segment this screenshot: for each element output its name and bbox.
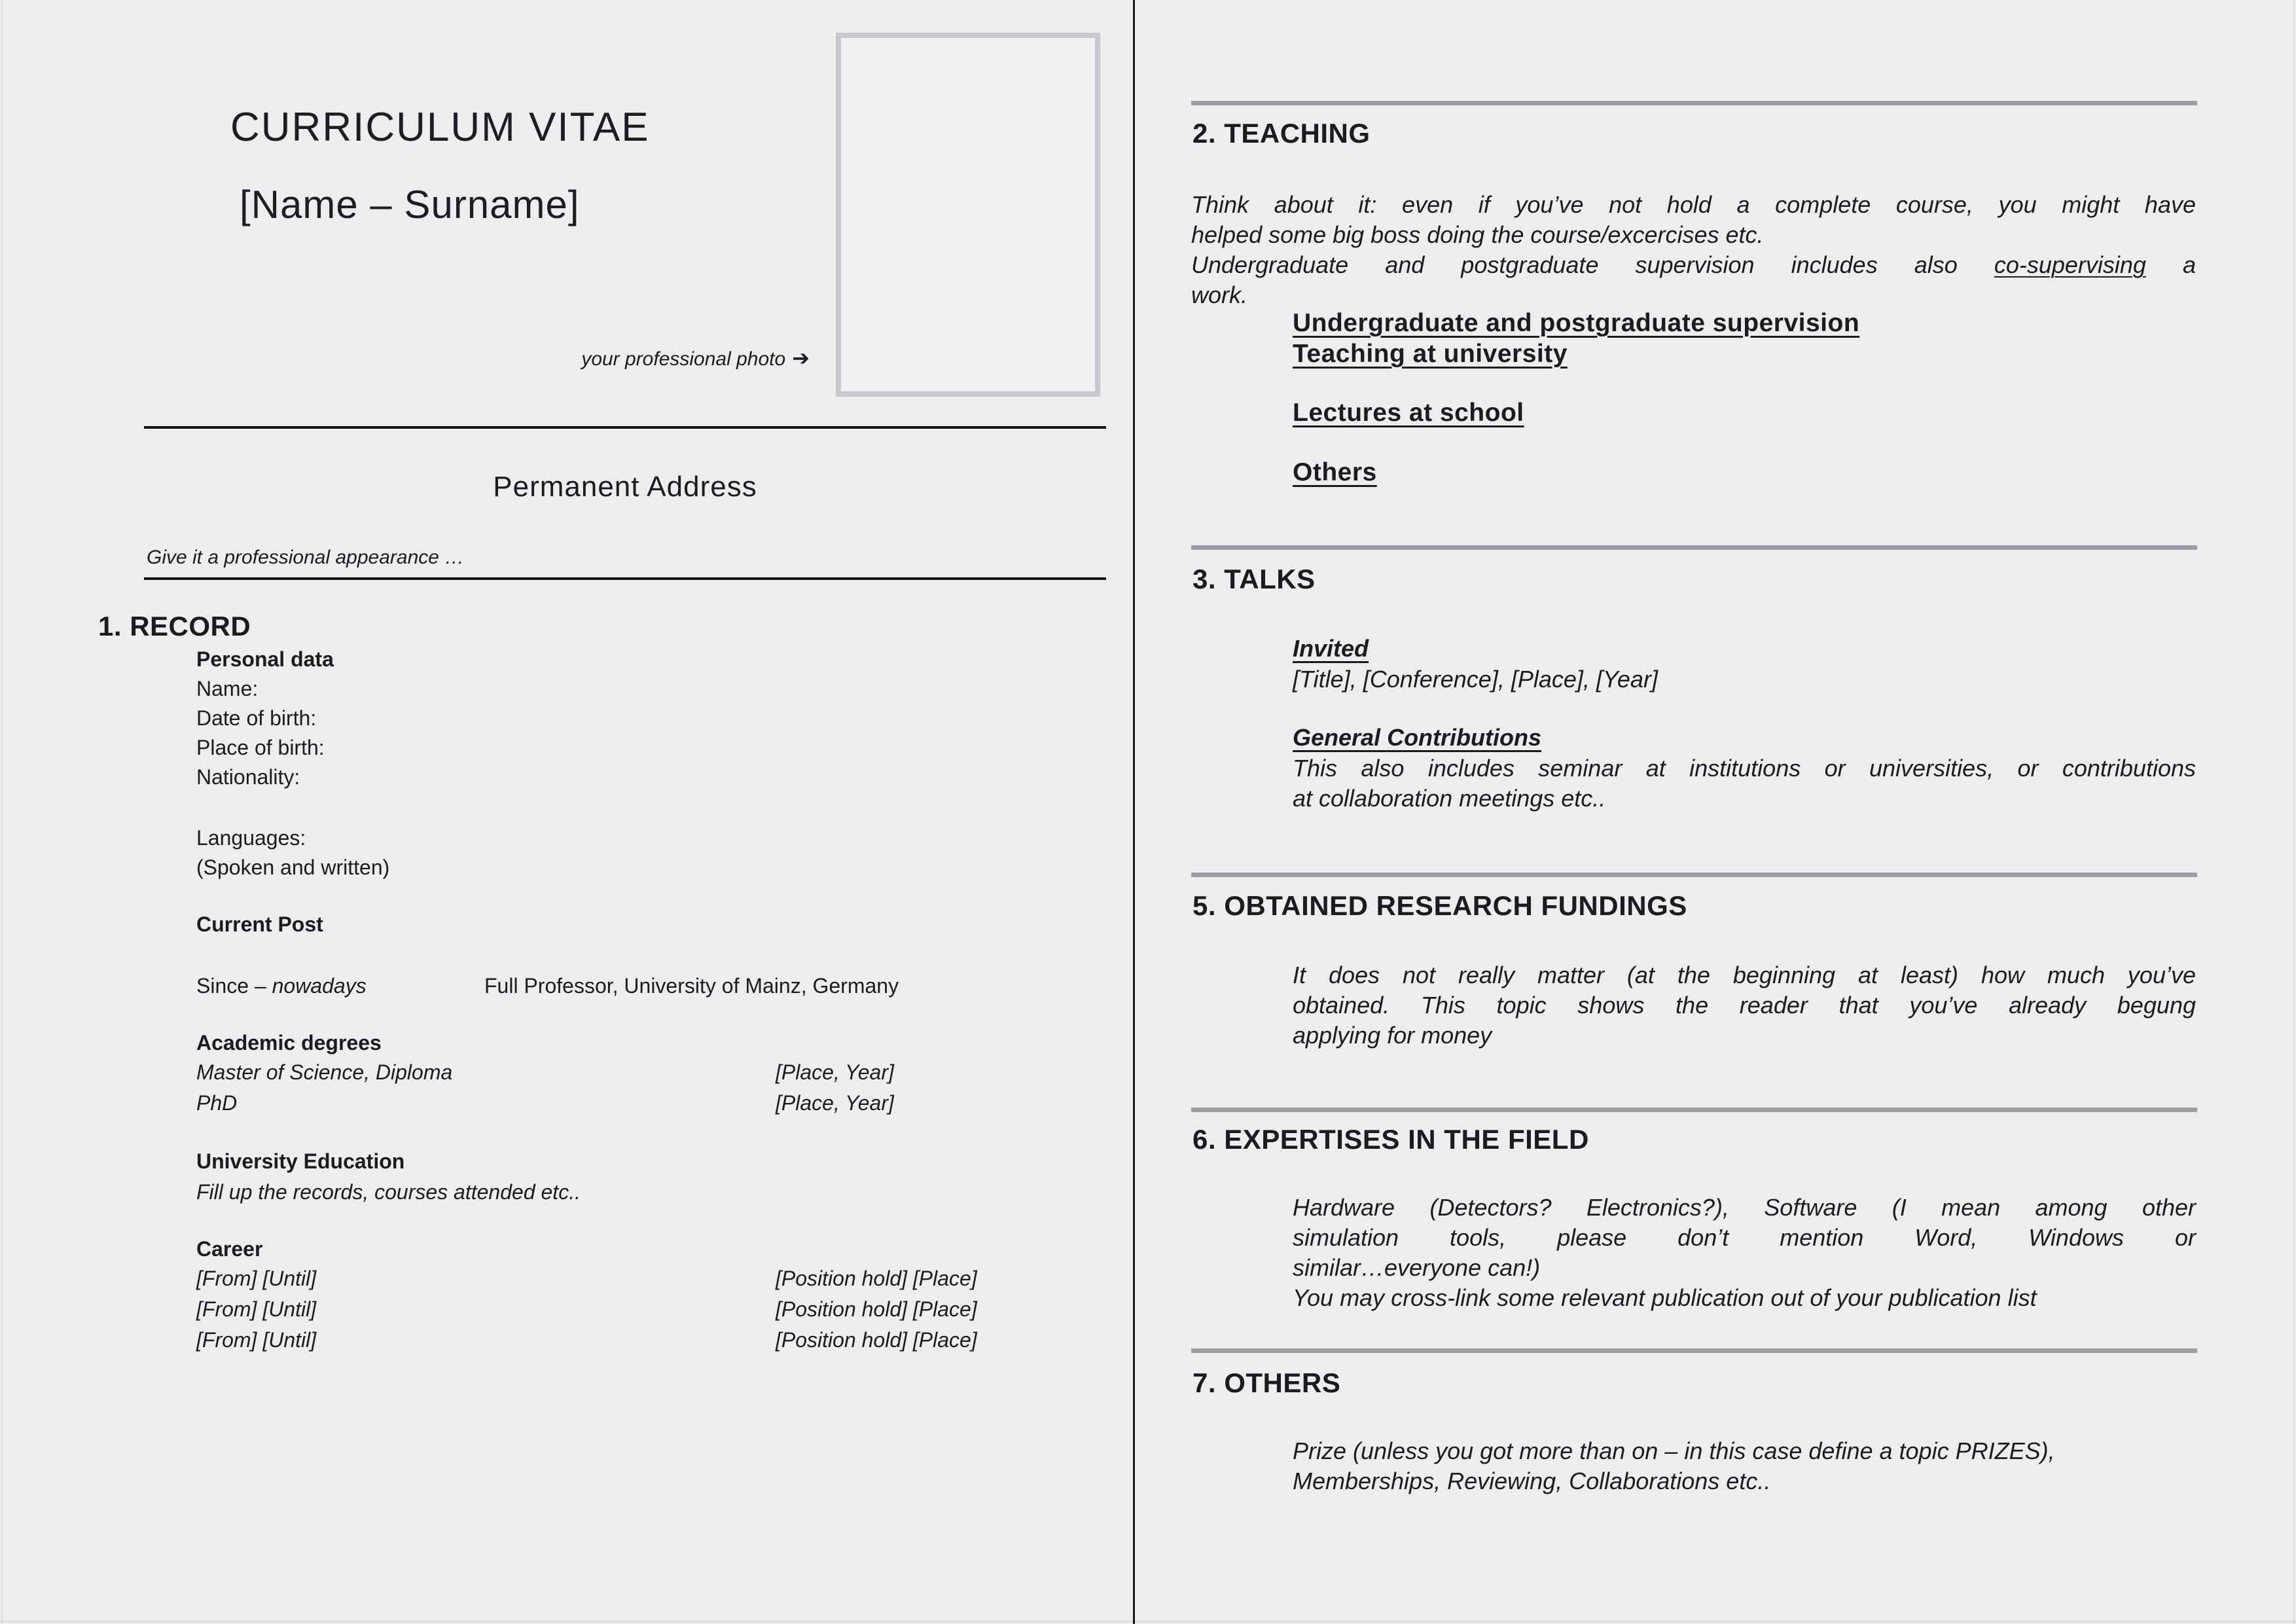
paragraph-line: work. xyxy=(1191,281,1248,308)
degree-place: [Place, Year] xyxy=(776,1060,894,1084)
career-position-place: [Position hold] [Place] xyxy=(776,1297,977,1321)
talks-invited-format-line: [Title], [Conference], [Place], [Year] xyxy=(1293,666,1658,693)
teaching-item-undergraduate-supervision: Undergraduate and postgraduate supervision xyxy=(1293,309,1860,337)
paragraph-line: similar…everyone can!) xyxy=(1293,1254,1541,1281)
field-label-name: Name: xyxy=(196,677,259,700)
university-education-heading: University Education xyxy=(196,1149,405,1173)
talks-invited-heading: Invited xyxy=(1293,635,1369,662)
degree-place: [Place, Year] xyxy=(776,1091,894,1115)
career-row xyxy=(196,1264,1113,1293)
section-heading-teaching: 2. TEACHING xyxy=(1193,118,1371,149)
career-row xyxy=(196,1295,1113,1324)
paragraph-line: Hardware (Detectors? Electronics?), Software (I mean among other xyxy=(1293,1194,2196,1221)
paragraph-line xyxy=(1191,250,2196,280)
paragraph-line: at collaboration meetings etc.. xyxy=(1293,785,1606,812)
personal-data-block xyxy=(196,645,334,792)
appearance-tagline: Give it a professional appearance … xyxy=(147,547,465,568)
section-rule xyxy=(1191,1348,2197,1353)
fundings-paragraph xyxy=(1293,960,2196,1051)
section-heading-talks: 3. TALKS xyxy=(1193,564,1316,594)
university-education-note: Fill up the records, courses attended etc.. xyxy=(196,1180,581,1204)
career-from-until: [From] [Until] xyxy=(196,1267,317,1290)
teaching-intro-paragraph xyxy=(1191,190,2196,310)
teaching-item-lectures-at-school: Lectures at school xyxy=(1293,399,1524,427)
talks-general-paragraph xyxy=(1293,753,2196,814)
degree-row xyxy=(196,1058,1113,1087)
degree-name: Master of Science, Diploma xyxy=(196,1060,453,1084)
talks-general-contributions-heading: General Contributions xyxy=(1293,724,1542,751)
page-right-edge xyxy=(2293,0,2295,1624)
paragraph-text: a xyxy=(2182,251,2196,278)
paragraph-line: Memberships, Reviewing, Collaborations etc.. xyxy=(1293,1468,1771,1494)
teaching-item-teaching-at-university: Teaching at university xyxy=(1293,340,1568,368)
name-placeholder: [Name – Surname] xyxy=(240,183,580,226)
career-heading: Career xyxy=(196,1237,263,1261)
paragraph-line: This also includes seminar at institutions or universities, or contributions xyxy=(1293,755,2196,782)
personal-data-heading: Personal data xyxy=(196,647,334,671)
current-post-value: Full Professor, University of Mainz, Germany xyxy=(484,974,899,998)
address-divider-line xyxy=(144,577,1106,580)
header-divider-line xyxy=(144,426,1106,429)
co-supervising-underlined: co-supervising xyxy=(1994,251,2146,278)
cv-title: CURRICULUM VITAE xyxy=(230,105,650,150)
career-from-until: [From] [Until] xyxy=(196,1328,317,1352)
current-post-row xyxy=(196,971,1113,1001)
section-rule xyxy=(1191,873,2197,877)
since-cell xyxy=(196,971,484,1001)
paragraph-line: helped some big boss doing the course/excercises etc. xyxy=(1191,221,1764,248)
languages-block xyxy=(196,823,389,882)
languages-label: Languages: xyxy=(196,826,306,850)
field-label-date-of-birth: Date of birth: xyxy=(196,706,317,730)
paragraph-line: Prize (unless you got more than on – in this case define a topic PRIZES), xyxy=(1293,1437,2055,1464)
page-bottom-edge xyxy=(0,1621,2296,1622)
field-label-nationality: Nationality: xyxy=(196,765,300,789)
right-arrow-icon: ➔ xyxy=(792,346,810,370)
page-divider-line xyxy=(1133,0,1135,1624)
paragraph-line: It does not really matter (at the beginning at least) how much you’ve xyxy=(1293,962,2196,988)
paragraph-line: applying for money xyxy=(1293,1022,1492,1049)
degree-name: PhD xyxy=(196,1091,238,1115)
languages-note: (Spoken and written) xyxy=(196,856,390,879)
teaching-item-others: Others xyxy=(1293,458,1377,486)
since-label: Since – xyxy=(196,974,266,998)
paragraph-line: obtained. This topic shows the reader that you’ve already begung xyxy=(1293,992,2196,1019)
section-heading-research-fundings: 5. OBTAINED RESEARCH FUNDINGS xyxy=(1193,890,1687,921)
expertises-paragraph xyxy=(1293,1193,2196,1313)
current-post-heading: Current Post xyxy=(196,912,323,936)
career-position-place: [Position hold] [Place] xyxy=(776,1267,977,1290)
section-heading-others: 7. OTHERS xyxy=(1193,1367,1341,1398)
photo-caption-text: your professional photo xyxy=(581,348,786,370)
photo-placeholder-box xyxy=(836,33,1100,397)
section-rule xyxy=(1191,101,2197,105)
permanent-address-heading: Permanent Address xyxy=(493,471,757,503)
others-paragraph xyxy=(1293,1436,2196,1496)
paragraph-line: Think about it: even if you’ve not hold a complete course, you might have xyxy=(1191,191,2196,218)
since-value: nowadays xyxy=(272,974,367,998)
paragraph-line: You may cross-link some relevant publication out of your publication list xyxy=(1293,1284,2037,1311)
career-row xyxy=(196,1326,1113,1355)
career-position-place: [Position hold] [Place] xyxy=(776,1328,977,1352)
paragraph-line: simulation tools, please don’t mention Word, Windows or xyxy=(1293,1224,2196,1251)
career-from-until: [From] [Until] xyxy=(196,1297,317,1321)
section-heading-expertises: 6. EXPERTISES IN THE FIELD xyxy=(1193,1124,1589,1155)
page-left-edge xyxy=(1,0,3,1624)
academic-degrees-heading: Academic degrees xyxy=(196,1031,382,1055)
section-heading-record: 1. RECORD xyxy=(98,611,251,641)
photo-caption xyxy=(327,346,810,372)
field-label-place-of-birth: Place of birth: xyxy=(196,736,325,759)
degree-row xyxy=(196,1089,1113,1118)
section-rule xyxy=(1191,545,2197,550)
section-rule xyxy=(1191,1108,2197,1112)
paragraph-text: Undergraduate and postgraduate supervision includes also xyxy=(1191,251,1958,278)
